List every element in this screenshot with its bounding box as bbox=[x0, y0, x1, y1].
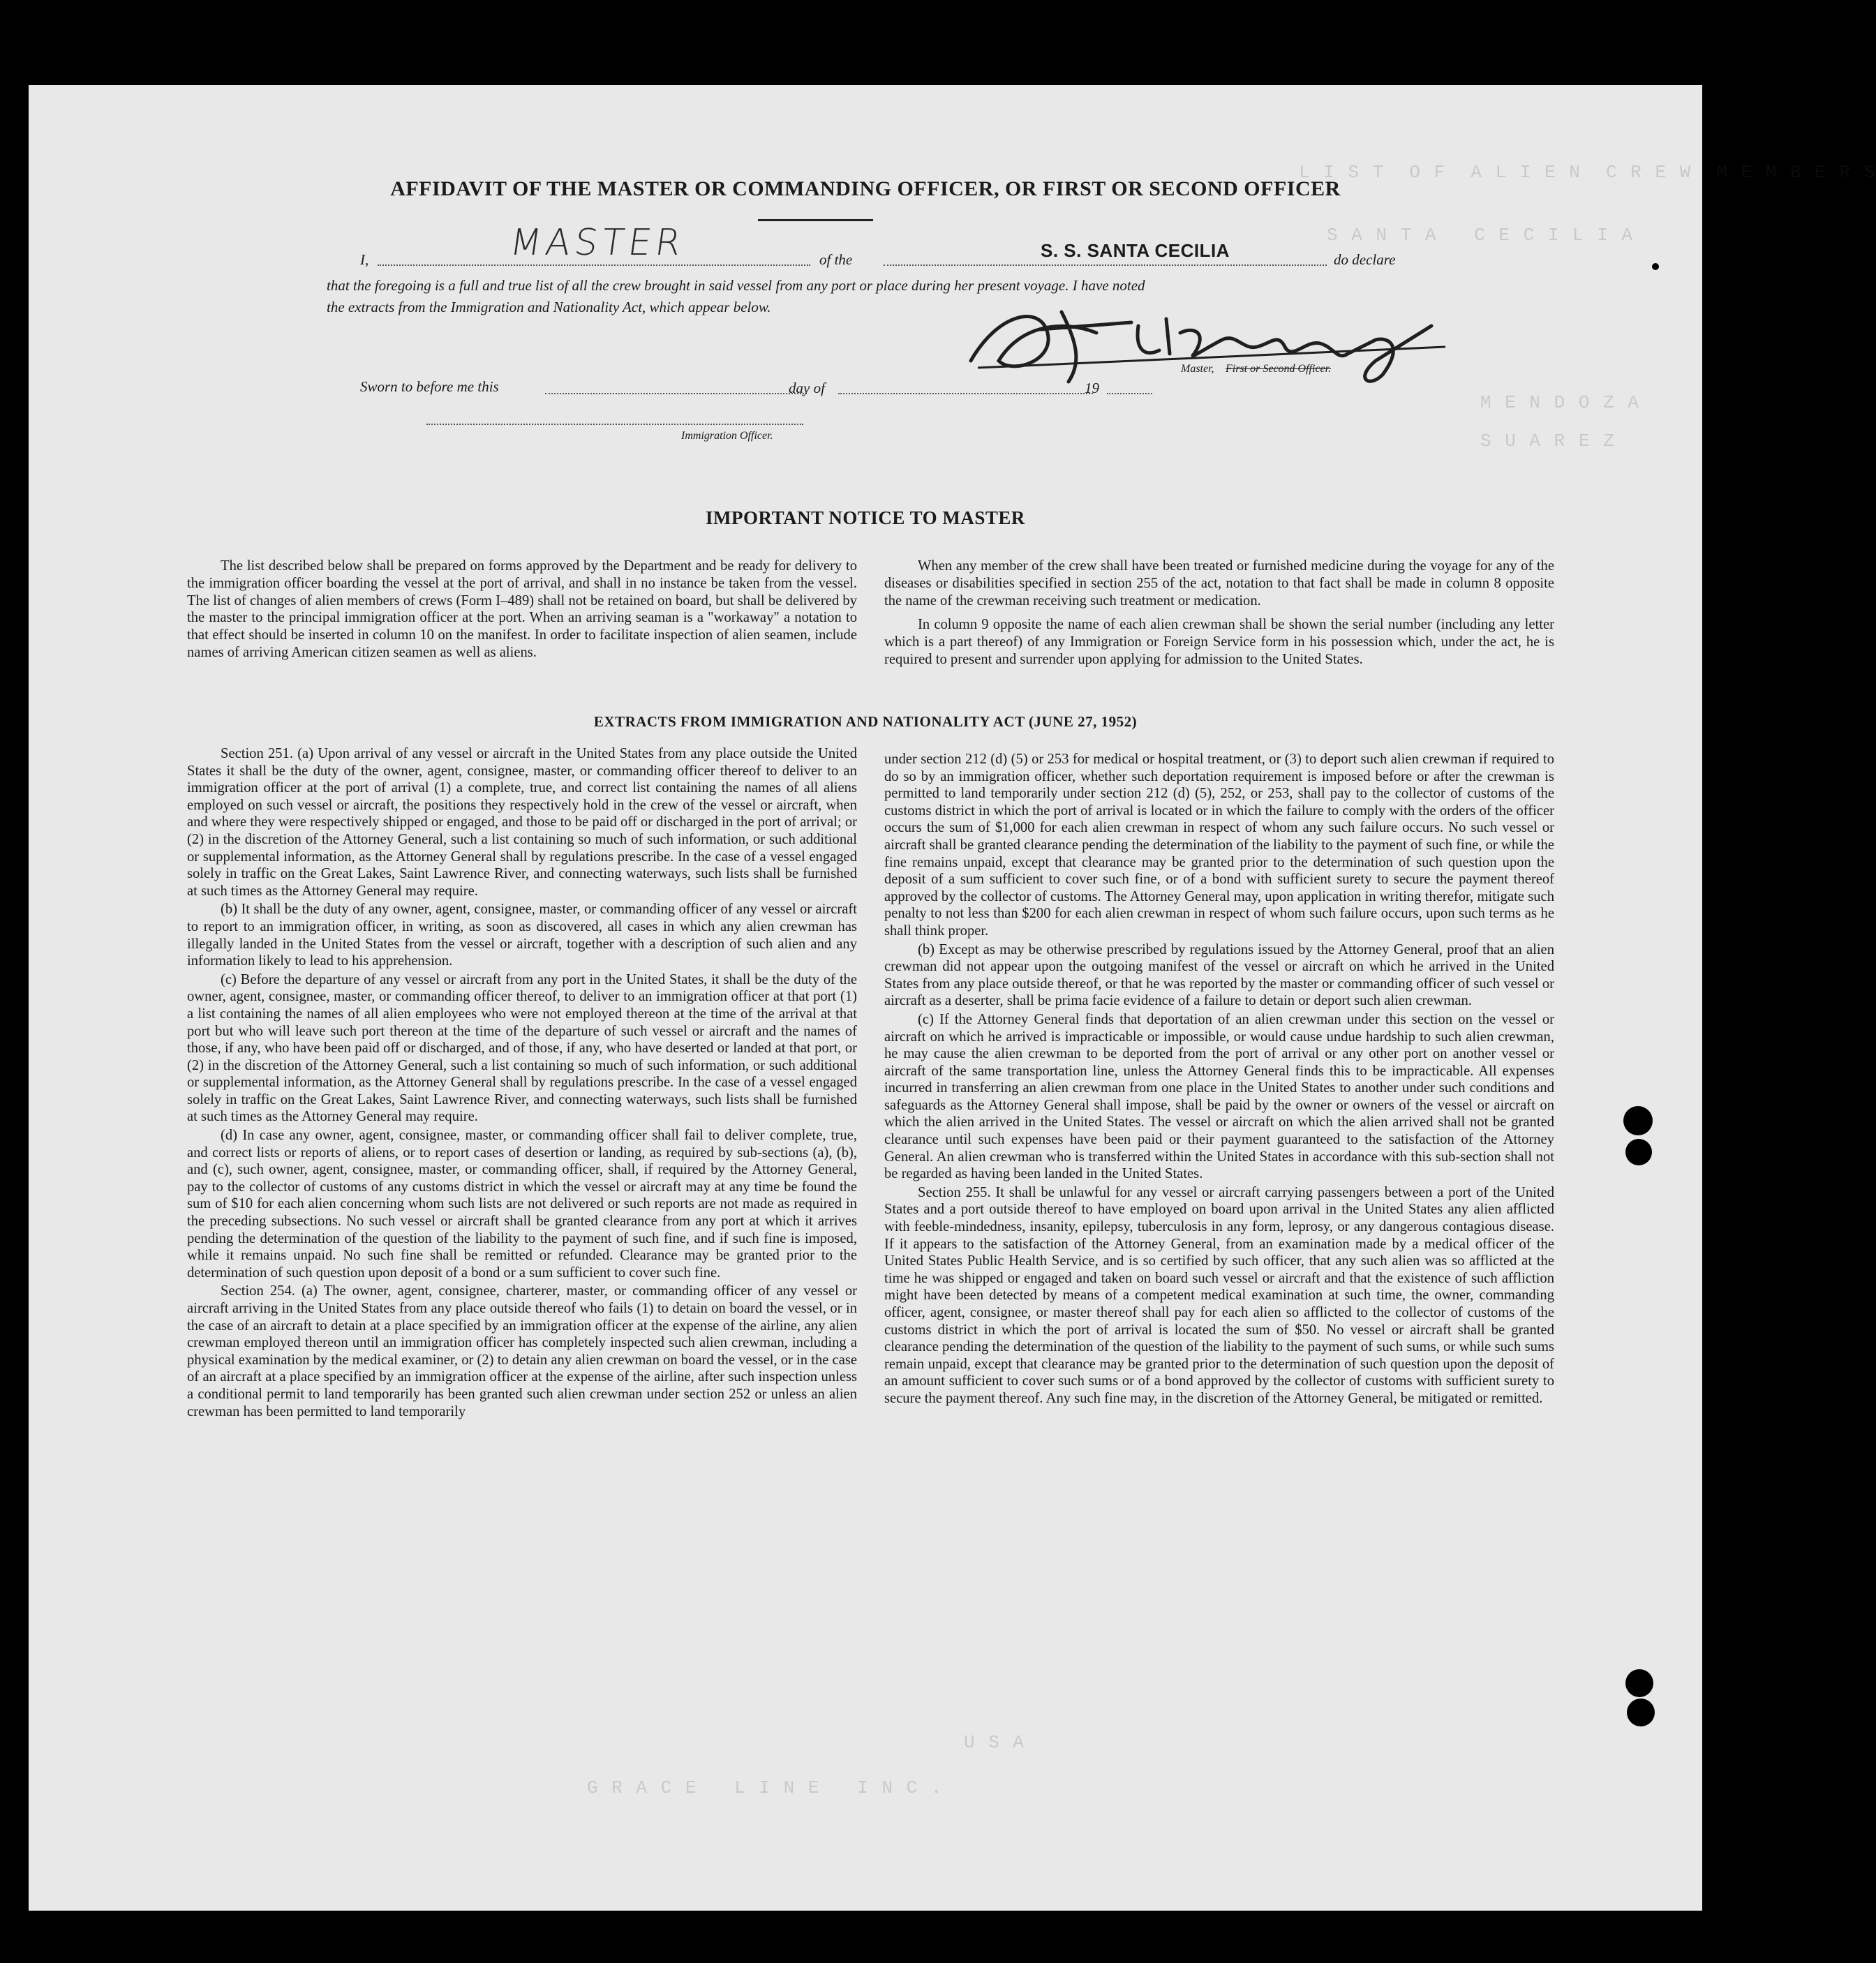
notice-paragraph: The list described below shall be prepared on forms approved by the Department and be ready for delivery to the immigration officer boarding the vessel at the port of arrival, and shall in no instance be taken from the vessel. The list of changes of alien members of crews (Form I–489) shall not be retained on board, but shall be delivered by the master to the principal immigration officer at the port. When an arriving seaman is a "workaway" a notation to that effect should be inserted in column 10 on the manifest. In order to facilitate inspection of alien seamen, include names of arriving American citizen seamen as well as aliens. bbox=[187, 558, 857, 660]
extracts-left-column bbox=[187, 745, 857, 1421]
year-blank bbox=[1107, 393, 1152, 394]
statute-paragraph: (b) Except as may be otherwise prescribed by regulations issued by the Attorney General, proof that an alien crewman did not appear upon the outgoing manifest of the vessel or aircraft on which he arrived in the United States from any place outside thereof, or that he was reported by the master or commanding officer of such vessel or aircraft as a deserter, shall be prima facie evidence of a failure to detain or deport such alien crewman. bbox=[884, 941, 1554, 1009]
title-divider bbox=[758, 219, 873, 221]
punch-hole bbox=[1652, 263, 1659, 270]
affidavit-statement-line-2: the extracts from the Immigration and Nationality Act, which appear below. bbox=[327, 299, 771, 315]
signature-caption-struck: First or Second Officer. bbox=[1226, 363, 1332, 375]
statute-paragraph: Section 255. It shall be unlawful for any vessel or aircraft carrying passengers between a port of the United States and a port outside thereof to have employed on board upon arrival in the United States any alien afflicted with feeble-mindedness, insanity, epilepsy, tuberculosis in any form, leprosy, or any dangerous contagious disease. If it appears to the satisfaction of the Attorney General, from an examination made by a medical officer of the United States Public Health Service, and is so certified by such officer, that any such alien was so afflicted at the time he was shipped or engaged and taken on board such vessel or aircraft and that the existence of such affliction might have been detected by means of a competent medical examination at such time, the owner, commanding officer, agent, consignee, or master thereof shall pay for each alien so afflicted to the collector of customs of the customs district in which the port of arrival is located the sum of $50. No vessel or aircraft shall be granted clearance pending the determination of the question of the liability to the payment of such sums, or while such sums remain unpaid, except that clearance may be granted prior to the determination of such question upon the deposit of an amount sufficient to cover such sums or of a bond approved by the collector of customs with sufficient surety to secure the payment thereof. Any such fine may, in the discretion of the Attorney General, be mitigated or remitted. bbox=[884, 1184, 1554, 1406]
bleed-through-texture: S U A R E Z bbox=[1480, 431, 1616, 451]
statute-paragraph: (c) If the Attorney General finds that deportation of an alien crewman under this section on the vessel or aircraft on which he arrived is impracticable or impossible, or would cause undue hardship to such alien crewman, he may cause the alien crewman to be deported from the port of arrival or any other port on another vessel or aircraft of the same transportation line, unless the Attorney General finds this to be impracticable. All expenses incurred in transferring an alien crewman from one place in the United States to another under such conditions and safeguards as the Attorney General shall impose, shall be paid by the owner or owners of the vessel or aircraft on which the alien arrived in the United States. The vessel or aircraft on which the alien arrived shall not be granted clearance until such expenses have been paid or their payment guaranteed to the satisfaction of the Attorney General. An alien crewman who is transferred within the United States in accordance with this sub-section shall not be regarded as having been landed in the United States. bbox=[884, 1011, 1554, 1182]
statute-paragraph: Section 254. (a) The owner, agent, consignee, charterer, master, or commanding officer of any vessel or aircraft arriving in the United States from any place outside thereof who fails (1) to detain on board the vessel, or in the case of an aircraft to detain at a place specified by an immigration officer at the expense of the airline, any alien crewman employed thereon until an immigration officer has completely inspected such alien crewman, including a physical examination by the medical examiner, or (2) to detain any alien crewman on board the vessel, or in the case of an aircraft at a place specified by an immigration officer at the expense of the airline, after such inspection unless a conditional permit to land temporarily has been granted such alien crewman under section 252 or unless an alien crewman has been permitted to land temporarily bbox=[187, 1283, 857, 1419]
vessel-blank-line bbox=[884, 264, 1327, 266]
of-the-label: of the bbox=[819, 251, 853, 268]
extracts-title: EXTRACTS FROM IMMIGRATION AND NATIONALITY ACT (JUNE 27, 1952) bbox=[593, 713, 1138, 730]
bleed-through-texture: S A N T A C E C I L I A bbox=[1327, 225, 1635, 246]
statute-paragraph: under section 212 (d) (5) or 253 for medical or hospital treatment, or (3) to deport such alien crewman if required to do so by an immigration officer, whether such deportation requirement is imposed before or after the crewman is permitted to land temporarily under section 212 (d) (5), 252, or 253, shall pay to the collector of customs of the customs district in which the port of arrival is located or in which the failure to comply with the orders of the officer occurs the sum of $1,000 for each alien crewman in respect of whom any such failure occurs. No such vessel or aircraft shall be granted clearance pending the determination of the liability to the payment of such fine, or while the fine remains unpaid, except that clearance may be granted prior to the determination of such question upon the deposit of a sum sufficient to cover such fine, or of a bond with sufficient surety to secure the payment thereof approved by the collector of customs. The Attorney General may, upon application in writing therefor, mitigate such penalty to not less than $200 for each alien crewman in respect of whom such failure occurs, upon such terms as he shall think proper. bbox=[884, 752, 1554, 939]
affidavit-statement-line: that the foregoing is a full and true list of all the crew brought in said vessel from any port or place during her present voyage. I have noted bbox=[327, 277, 1145, 294]
notice-paragraph: In column 9 opposite the name of each alien crewman shall be shown the serial number (including any letter which is a part thereof) of any Immigration or Foreign Service form in his possession which, under the act, he is required to present and surrender upon applying for admission to the United States. bbox=[884, 617, 1554, 667]
bleed-through-texture: G R A C E L I N E I N C . bbox=[587, 1777, 944, 1798]
vessel-name: S. S. SANTA CECILIA bbox=[1041, 240, 1230, 261]
punch-hole bbox=[1625, 1669, 1653, 1697]
year-prefix: 19 bbox=[1085, 380, 1099, 396]
signature-caption-master: Master, bbox=[1181, 363, 1214, 375]
sworn-label: Sworn to before me this bbox=[360, 378, 499, 395]
statute-paragraph: (d) In case any owner, agent, consignee, master, or commanding officer shall fail to deliver complete, true, and correct lists or reports of aliens, or to report cases of desertion or landing, as required by sub-sections (a), (b), and (c), such owner, agent, consignee, master, or commanding officer, shall, if required by the Attorney General, pay to the collector of customs of any customs district in which the vessel or aircraft may at any time be found the sum of $10 for each alien concerning whom such lists are not delivered or such reports are not made as required in the preceding subsections. No such vessel or aircraft shall be granted clearance from any port at which it arrives pending the determination of the question of the liability to the payment of such fine, and if such fine is imposed, while it remains unpaid. No such fine shall be remitted or refunded. Clearance may be granted prior to the determination of such question upon deposit of a bond or a sum sufficient to cover such fine. bbox=[187, 1128, 857, 1281]
immigration-officer-signature-line bbox=[426, 424, 803, 425]
notice-left-column bbox=[187, 558, 857, 663]
sworn-day-blank bbox=[545, 393, 807, 394]
bleed-through-texture: L I S T O F A L I E N C R E W M E M B E R S bbox=[1299, 162, 1876, 183]
immigration-officer-caption: Immigration Officer. bbox=[681, 430, 773, 442]
bleed-through-texture: M E N D O Z A bbox=[1480, 392, 1640, 413]
affidavit-i-prefix: I, bbox=[360, 251, 369, 268]
name-blank-line bbox=[378, 264, 810, 266]
statute-paragraph: Section 251. (a) Upon arrival of any vessel or aircraft in the United States from any place outside the United States it shall be the duty of the owner, agent, consignee, master, or commanding officer thereof to deliver to an immigration officer at the port of arrival (1) a complete, true, and correct list containing the names of all aliens employed on such vessel or aircraft, the positions they respectively hold in the crew of the vessel or aircraft, when and where they were respectively shipped or engaged, and those to be paid off or discharged in the port of arrival; or (2) in the discretion of the Attorney General, such a list containing so much of such information, or such additional or supplemental information, as the Attorney General shall by regulations prescribe. In the case of a vessel engaged solely in traffic on the Great Lakes, Saint Lawrence River, and connecting waterways, such lists shall be furnished at such times as the Attorney General may require. bbox=[187, 746, 857, 899]
day-of-label: day of bbox=[789, 380, 825, 396]
notice-paragraph: When any member of the crew shall have been treated or furnished medicine during the voyage for any of the diseases or disabilities specified in section 255 of the act, notation to that fact shall be made in column 8 opposite the name of the crewman receiving such treatment or medication. bbox=[884, 558, 1554, 609]
punch-hole bbox=[1625, 1139, 1652, 1165]
bleed-through-texture: U S A bbox=[964, 1732, 1026, 1753]
punch-hole bbox=[1627, 1699, 1655, 1726]
document-page bbox=[29, 85, 1876, 1911]
master-handwritten-name: MASTER bbox=[507, 222, 688, 264]
do-declare-label: do declare bbox=[1334, 251, 1396, 268]
extracts-right-column bbox=[884, 751, 1554, 1409]
statute-paragraph: (c) Before the departure of any vessel or aircraft from any port in the United States, it shall be the duty of the owner, agent, consignee, master, or commanding officer thereof, to deliver to an immigration officer at that port (1) a list containing the names of all alien employees who were not employed thereon at the time of the arrival at that port but who will leave such port thereon at the time of the departure of such vessel or aircraft and the names of those, if any, who have been paid off or discharged, and of those, if any, who have deserted or landed at that port, or (2) in the discretion of the Attorney General, such a list containing so much of such information, or such additional or supplemental information, as the Attorney General shall by regulations prescribe. In the case of a vessel engaged solely in traffic on the Great Lakes, Saint Lawrence River, and connecting waterways, such lists shall be furnished at such times as the Attorney General may require. bbox=[187, 971, 857, 1125]
punch-hole bbox=[1623, 1106, 1653, 1135]
sworn-month-blank bbox=[838, 393, 1093, 394]
statute-paragraph: (b) It shall be the duty of any owner, agent, consignee, master, or commanding officer of any vessel or aircraft to report to an immigration officer, in writing, as soon as discovered, all cases in which any alien crewman has illegally landed in the United States from the vessel or aircraft, together with a description of such alien and any information likely to lead to his apprehension. bbox=[187, 902, 857, 969]
master-signature bbox=[957, 284, 1459, 396]
important-notice-title: IMPORTANT NOTICE TO MASTER bbox=[706, 507, 1025, 528]
notice-right-column bbox=[884, 558, 1554, 670]
affidavit-title: AFFIDAVIT OF THE MASTER OR COMMANDING OFFICER, OR FIRST OR SECOND OFFICER bbox=[390, 177, 1341, 200]
